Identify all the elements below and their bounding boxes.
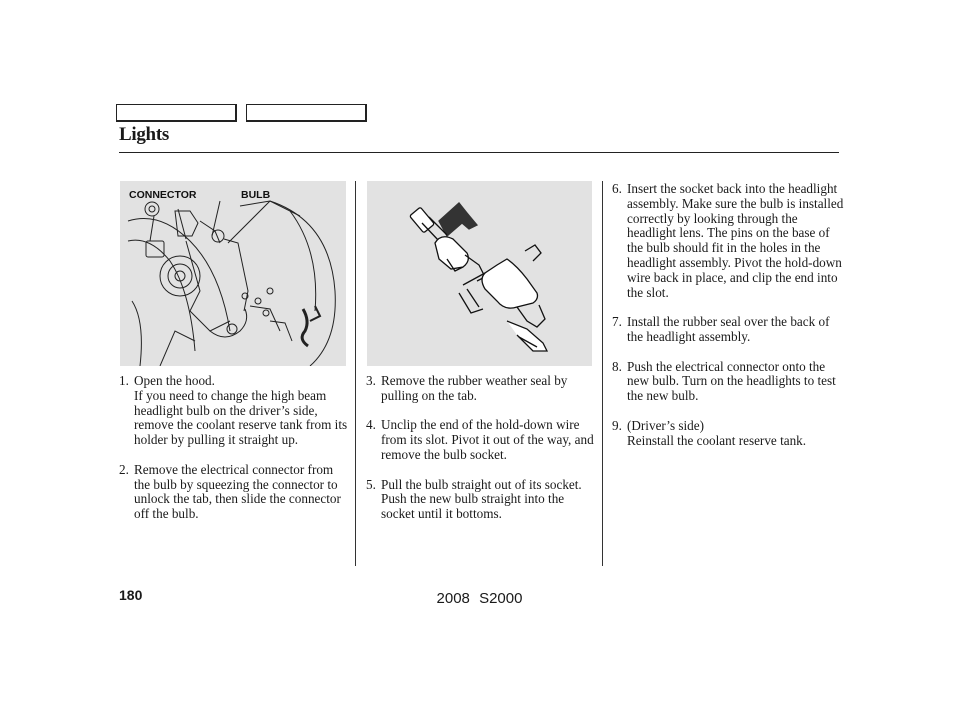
footer-model-name: S2000: [479, 590, 523, 607]
step-item: 6. Insert the socket back into the headlight assembly. Make sure the bulb is installed correctly by looking through the headlight lens. The pins on the base of the bulb should fit in the holes in the headlight assembly. Pivot the hold-down wire back in place, and clip the end into the slot.: [612, 181, 844, 300]
step-item: 9. (Driver’s side) Reinstall the coolant reserve tank.: [612, 417, 807, 448]
nav-tab-1[interactable]: [116, 104, 237, 122]
step-item: 2. Remove the electrical connector from the bulb by squeezing the connector to unlock the tab, then slide the connector off the bulb.: [119, 461, 341, 522]
column-divider-2: [602, 181, 603, 566]
instructions-column-3: [612, 182, 844, 463]
connector-label: CONNECTOR: [129, 189, 197, 201]
footer-model: [0, 590, 954, 607]
bulb-label: BULB: [241, 189, 271, 201]
step-item: 4. Unclip the end of the hold-down wire from its slot. Pivot it out of the way, and remove the bulb socket.: [366, 417, 594, 462]
footer-year: 2008: [436, 590, 470, 607]
step-item: 3. Remove the rubber weather seal by pulling on the tab.: [366, 373, 568, 403]
instructions-column-2: [366, 374, 596, 537]
page-number: 180: [119, 587, 143, 603]
nav-tab-2[interactable]: [246, 104, 367, 122]
step-item: 5. Pull the bulb straight out of its socket. Push the new bulb straight into the socket until it bottoms.: [366, 476, 582, 522]
bulb-removal-illustration: [367, 181, 592, 366]
title-rule: [119, 152, 839, 153]
section-title: Lights: [119, 124, 169, 145]
engine-bay-illustration: [120, 181, 346, 366]
step-item: 8. Push the electrical connector onto the new bulb. Turn on the headlights to test the new bulb.: [612, 358, 836, 404]
column-divider-1: [355, 181, 356, 566]
step-item: 1. Open the hood. If you need to change the high beam headlight bulb on the driver’s side, remove the coolant reserve tank from its holder by pulling it straight up.: [119, 373, 348, 448]
instructions-column-1: [119, 374, 351, 537]
step-item: 7. Install the rubber seal over the back of the headlight assembly.: [612, 314, 830, 344]
